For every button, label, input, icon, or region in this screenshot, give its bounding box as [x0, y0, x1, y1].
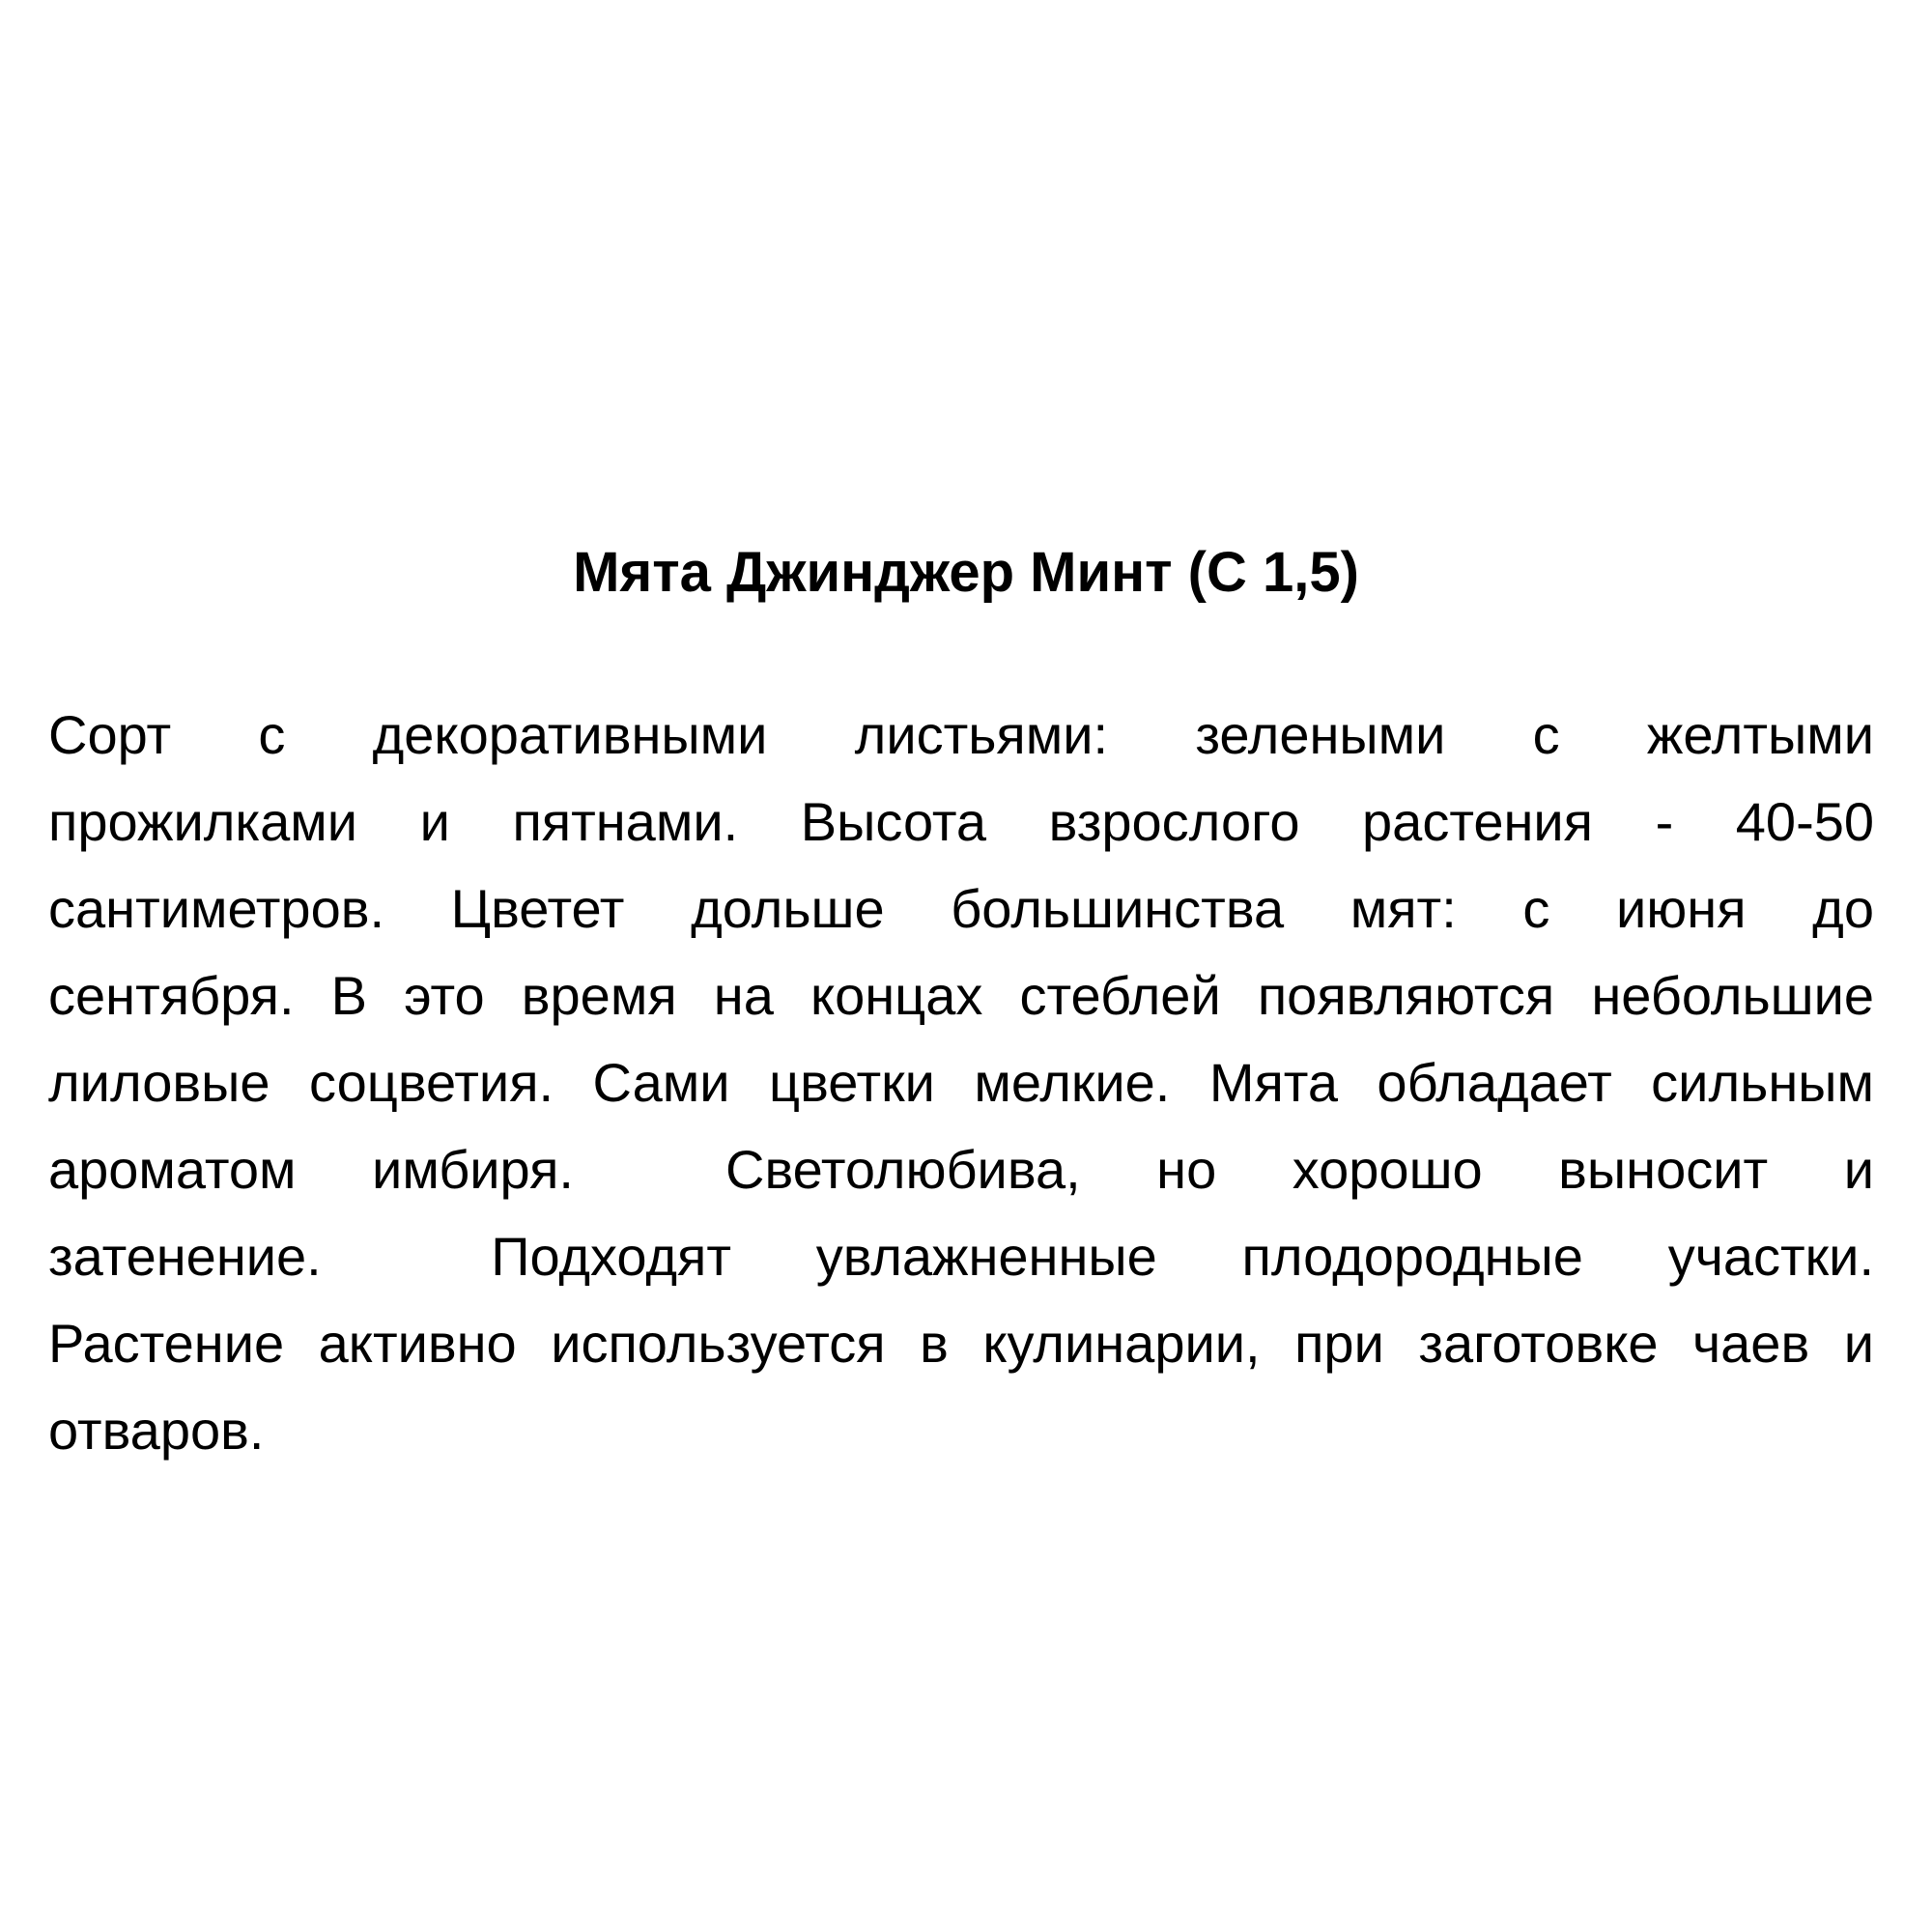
- page-title: Мята Джинджер Минт (С 1,5): [573, 541, 1359, 604]
- paragraph-line: сантиметров. Цветет дольше большинства мят: с июня до: [48, 878, 1874, 939]
- paragraph-line: Сорт с декоративными листьями: зелеными с желтыми: [48, 704, 1874, 765]
- paragraph-line: Растение активно используется в кулинарии, при заготовке чаев и: [48, 1313, 1874, 1374]
- body-paragraph: [48, 692, 1874, 1474]
- paragraph-line: ароматом имбиря. Светолюбива, но хорошо выносит и: [48, 1139, 1874, 1200]
- paragraph-line: сентября. В это время на концах стеблей появляются небольшие: [48, 965, 1874, 1026]
- paragraph-line: затенение. Подходят увлажненные плодородные участки.: [48, 1226, 1874, 1287]
- paragraph-line: лиловые соцветия. Сами цветки мелкие. Мята обладает сильным: [48, 1052, 1874, 1113]
- paragraph-line: прожилками и пятнами. Высота взрослого растения - 40-50: [48, 791, 1874, 852]
- paragraph-line: отваров.: [48, 1400, 265, 1461]
